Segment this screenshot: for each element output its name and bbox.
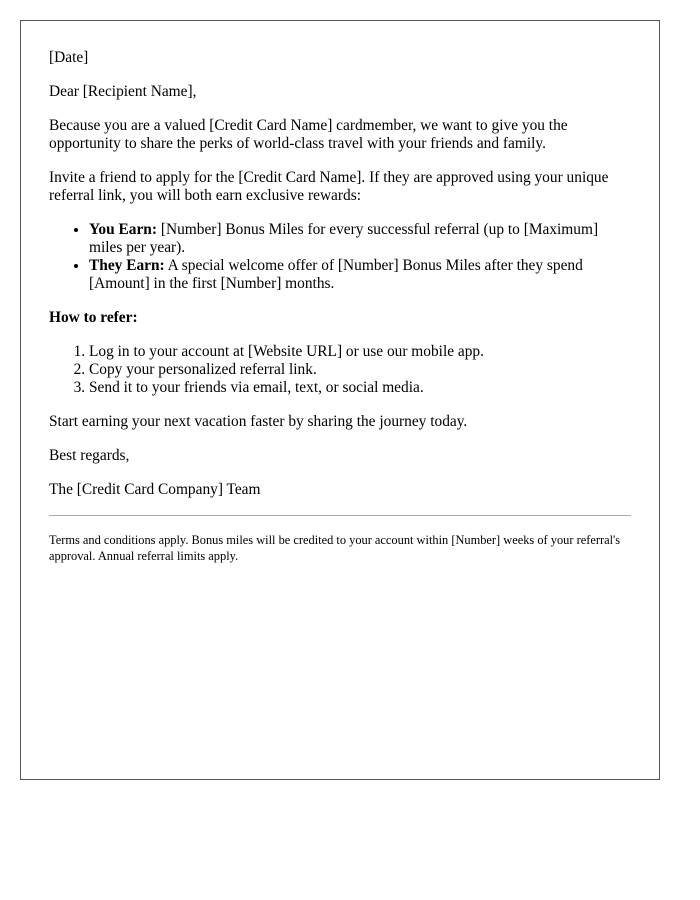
list-item: 1. Log in to your account at [Website URL] or use our mobile app. [89, 343, 631, 361]
list-item: 3. Send it to your friends via email, text, or social media. [89, 379, 631, 397]
how-to-heading-text: How to refer: [49, 309, 138, 326]
how-to-heading [49, 309, 631, 327]
reward-text: [Number] Bonus Miles for every successful referral (up to [Maximum] miles per year). [89, 221, 599, 256]
signature: The [Credit Card Company] Team [49, 481, 261, 498]
steps-list [49, 343, 631, 397]
sign-off: Best regards, [49, 447, 130, 464]
letter-page [20, 20, 660, 780]
closing-line: Start earning your next vacation faster by sharing the journey today. [49, 413, 468, 430]
reward-text: A special welcome offer of [Number] Bonus Miles after they spend [Amount] in the first [Number] months. [89, 257, 583, 292]
invite-paragraph: Invite a friend to apply for the [Credit Card Name]. If they are approved using your unique referral link, you will both earn exclusive rewards: [49, 169, 609, 204]
reward-label: They Earn: [89, 257, 165, 274]
list-item: 2. Copy your personalized referral link. [89, 361, 631, 379]
terms-note: Terms and conditions apply. Bonus miles will be credited to your account within [Number] weeks of your referral's approval. Annual referral limits apply. [49, 533, 621, 563]
letter-greeting: Dear [Recipient Name], [49, 83, 197, 100]
reward-label: You Earn: [89, 221, 157, 238]
list-item [89, 257, 631, 293]
letter-date: [Date] [49, 49, 89, 66]
rewards-list [49, 221, 631, 293]
divider [49, 515, 631, 516]
list-item [89, 221, 631, 257]
intro-paragraph: Because you are a valued [Credit Card Name] cardmember, we want to give you the opportunity to share the perks of world-class travel with your friends and family. [49, 117, 568, 152]
